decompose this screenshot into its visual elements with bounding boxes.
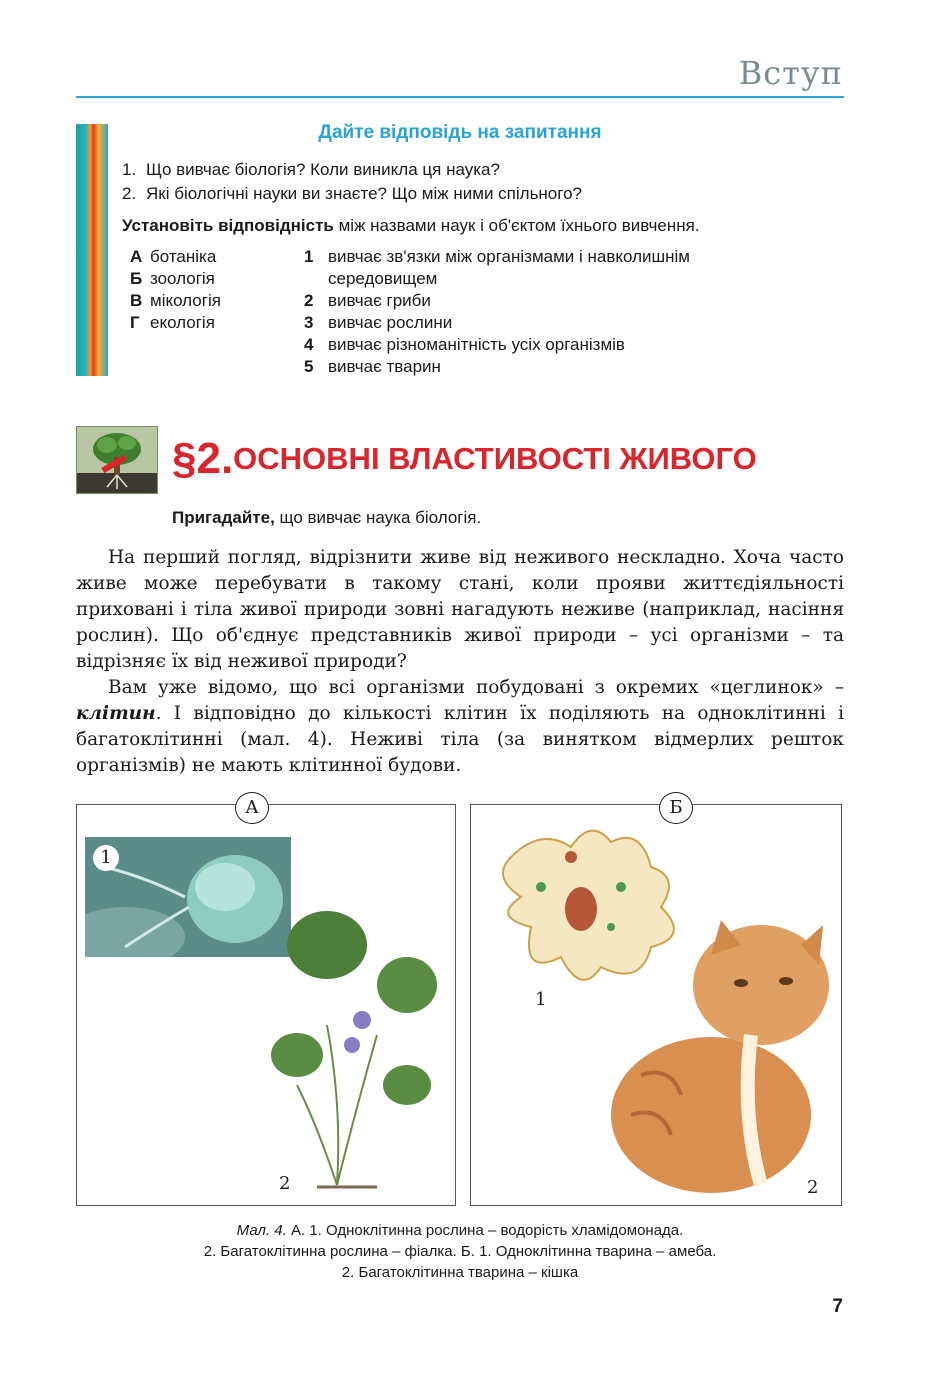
matching-instruction: Установіть відповідність між назвами наук і об'єктом їхнього вивчення. (122, 216, 700, 235)
paragraph-2: Вам уже відомо, що всі організми побудовані з окремих «цеглинок» – клітин. І відповідно до кількості клітин їх поділяють на одноклітинні і багатоклітинні (мал. 4). Неживі тіла (за винятком відмерлих решток організмів) не мають клітинної будови. (76, 677, 844, 776)
paragraph-1: На перший погляд, відрізнити живе від неживого нескладно. Хоча часто живе може перебувати в такому стані, коли прояви життєдіяльності приховані і тіла живої природи зовні нагадують неживе (наприклад, насіння рослин). Що об'єднує представників живої природи – усі організми – та відрізняє їх від неживої природи? (76, 547, 844, 672)
violet-plant-image (267, 905, 447, 1195)
label-a-2: 2 (279, 1173, 291, 1194)
questions-box (76, 122, 844, 380)
section-number: §2. (172, 434, 234, 483)
question-item: 2. Які біологічні науки ви знаєте? Що між ними спільного? (122, 184, 582, 203)
header-rule (76, 96, 844, 98)
body-text (76, 545, 844, 779)
science-item: Г екологія (130, 313, 215, 332)
object-item: 2 вивчає гриби (304, 291, 431, 310)
label-b-1: 1 (535, 989, 547, 1010)
page-number: 7 (832, 1296, 843, 1317)
object-item: 5 вивчає тварин (304, 357, 441, 376)
cat-image (601, 915, 837, 1195)
science-item: В мікологія (130, 291, 221, 310)
sciences-list (130, 246, 221, 334)
section-heading (172, 434, 757, 484)
science-item: А ботаніка (130, 247, 217, 266)
panel-a-marker: А (235, 792, 269, 824)
decorative-side-bar (76, 124, 108, 376)
objects-list (304, 246, 690, 378)
questions-list (122, 158, 582, 206)
figure-panel-b (470, 804, 842, 1206)
object-item: середовищем (328, 269, 438, 288)
label-b-2: 2 (807, 1177, 819, 1198)
object-item: 1 вивчає зв'язки між організмами і навколишнім (304, 247, 690, 266)
page-header-title: Вступ (738, 54, 843, 92)
object-item: 3 вивчає рослини (304, 313, 453, 332)
figure-caption: Мал. 4. А. 1. Одноклітинна рослина – водорість хламідомонада. 2. Багатоклітинна рослина – фіалка. Б. 1. Одноклітинна тварина – амеба. 2. Багатоклітинна тварина – кішка (203, 1222, 717, 1281)
section-title-text: ОСНОВНІ ВЛАСТИВОСТІ ЖИВОГО (233, 441, 757, 476)
figure-panel-a (76, 804, 456, 1206)
questions-title: Дайте відповідь на запитання (318, 122, 602, 143)
section-tree-icon (76, 426, 158, 494)
science-item: Б зоологія (130, 269, 215, 288)
object-item: 4 вивчає різноманітність усіх організмів (304, 335, 625, 354)
label-a-1: 1 (93, 845, 119, 871)
recall-prompt: Пригадайте, що вивчає наука біологія. (172, 508, 482, 527)
question-item: 1. Що вивчає біологія? Коли виникла ця наука? (122, 160, 500, 179)
panel-b-marker: Б (659, 792, 693, 824)
